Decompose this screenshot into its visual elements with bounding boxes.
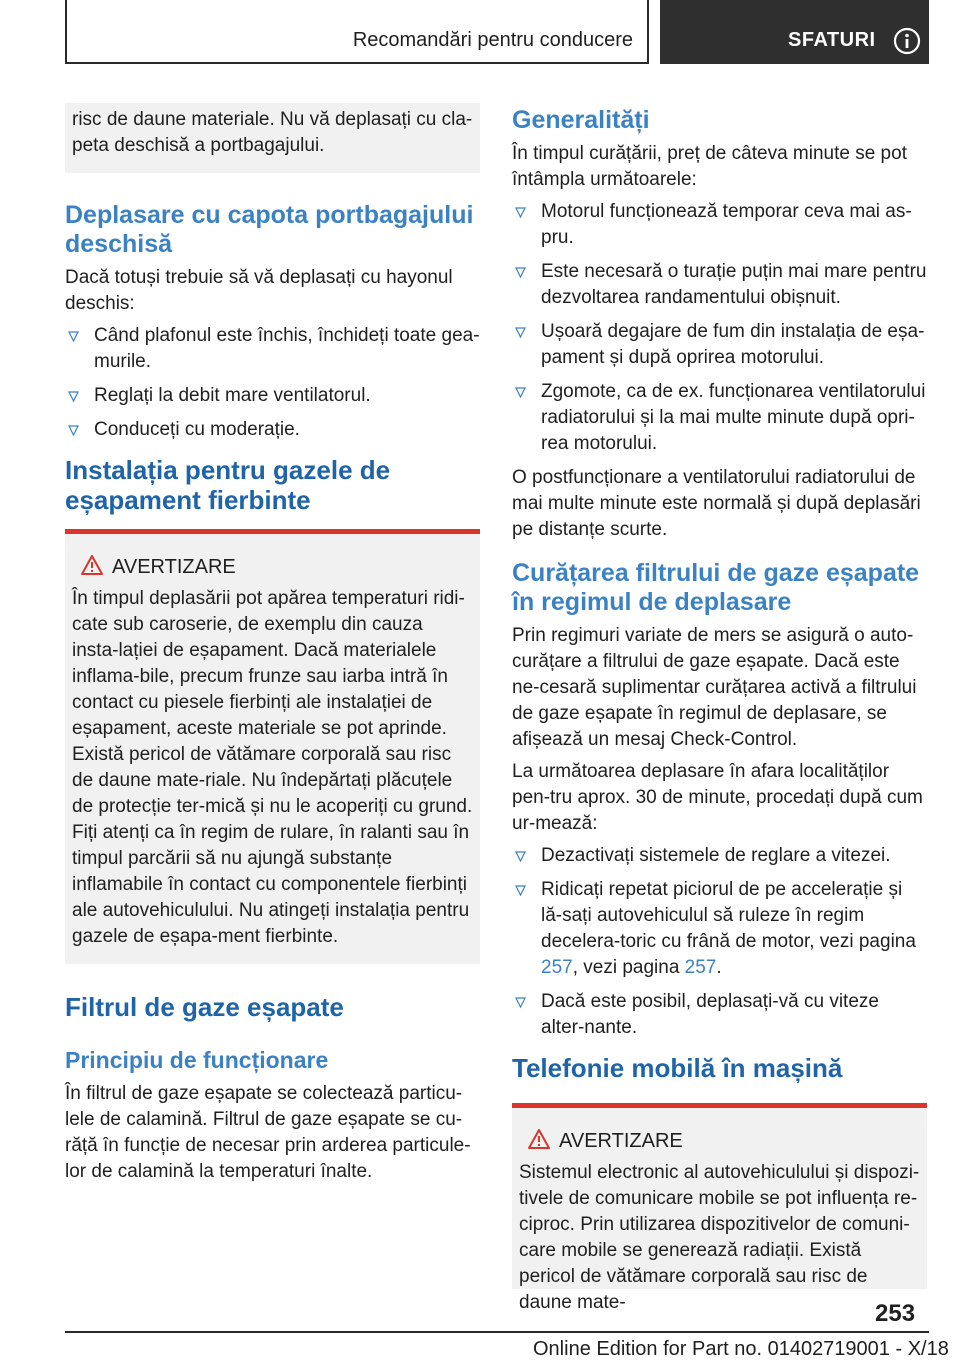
bullet-triangle-icon	[68, 425, 79, 436]
header-chapter-title: SFATURI	[788, 29, 876, 51]
info-icon	[893, 27, 921, 55]
paragraph-principle: În filtrul de gaze eșapate se colectează particu-lele de calamină. Filtrul de gaze eșapate se cu-răță în funcție de necesar prin arderea particule-lor de calamină la temperaturi înalte.	[65, 1083, 471, 1182]
continued-note-box	[65, 103, 480, 173]
page-number: 253	[875, 1300, 916, 1327]
bullet-triangle-icon	[68, 391, 79, 402]
list-item	[512, 379, 927, 457]
header-section-title: Recomandări pentru conducere	[352, 29, 633, 51]
left-column	[65, 103, 480, 1191]
bullet-triangle-icon	[515, 851, 526, 862]
heading-open-trunk: Deplasare cu capota portbagajului deschisă	[65, 201, 474, 258]
warning-title-text: AVERTIZARE	[112, 556, 236, 578]
heading-general: Generalități	[512, 106, 650, 134]
list-item-text: Când plafonul este închis, închideți toate gea-murile.	[94, 325, 480, 372]
list-item	[512, 259, 927, 311]
bullet-triangle-icon	[68, 331, 79, 342]
warning-title	[519, 1128, 920, 1154]
list-item	[512, 843, 927, 869]
list-item	[65, 383, 480, 409]
bullet-triangle-icon	[515, 327, 526, 338]
bullet-triangle-icon	[515, 997, 526, 1008]
header-chapter-box	[660, 0, 929, 64]
paragraph-after-run: O postfuncționare a ventilatorului radiatorului de mai multe minute este normală și după deplasări pe distanțe scurte.	[512, 467, 921, 540]
list-general	[512, 199, 927, 457]
list-item-text: Ridicați repetat piciorul de pe accelerație și lă-sați autovehiculul să ruleze în regim decelera-toric cu frână de motor, vezi pagina	[541, 879, 916, 952]
bullet-triangle-icon	[515, 267, 526, 278]
heading-exhaust: Instalația pentru gazele de eșapament fierbinte	[65, 455, 391, 515]
page-link-257[interactable]: 257	[541, 957, 573, 978]
warning-box-exhaust	[65, 529, 480, 964]
list-cleaning	[512, 843, 927, 1041]
list-item-text: Motorul funcționează temporar ceva mai as-pru.	[541, 201, 912, 248]
heading-principle: Principiu de funcționare	[65, 1047, 329, 1073]
list-item-text: Este necesară o turație puțin mai mare pentru dezvoltarea randamentului obișnuit.	[541, 261, 927, 308]
bullet-triangle-icon	[515, 885, 526, 896]
page-link-257-second[interactable]: 257	[684, 957, 717, 978]
list-item	[512, 319, 927, 371]
bullet-triangle-icon	[515, 387, 526, 398]
footer-divider	[65, 1331, 929, 1333]
list-item	[65, 323, 480, 375]
list-item-text: Conduceți cu moderație.	[94, 419, 300, 440]
list-item-text: Reglați la debit mare ventilatorul.	[94, 385, 371, 406]
list-item	[512, 199, 927, 251]
list-open-trunk	[65, 323, 480, 443]
list-item	[512, 877, 927, 981]
list-item-text: Dezactivați sistemele de reglare a vitezei.	[541, 845, 891, 866]
list-item-text: Ușoară degajare de fum din instalația de eșa-pament și după oprirea motorului.	[541, 321, 925, 368]
header-section-box	[65, 0, 649, 64]
warning-triangle-icon	[527, 1128, 551, 1150]
warning-text: Sistemul electronic al autovehiculului și dispozi-tivele de comunicare mobile se pot influența re-ciproc. Prin utilizarea dispozitivelor de comuni-care mobile se generează radiații. Există pericol de vătămare corporală sau risc de daune mate-	[519, 1162, 920, 1313]
right-column	[512, 103, 927, 1313]
list-item-text: .	[716, 957, 722, 978]
continued-note-text: risc de daune materiale. Nu vă deplasați cu cla-peta deschisă a portbagajului.	[72, 109, 473, 156]
warning-triangle-icon	[80, 554, 104, 576]
list-item-text: Zgomote, ca de ex. funcționarea ventilatorului radiatorului și la mai multe minute după opri-rea motorului.	[541, 381, 926, 454]
bullet-triangle-icon	[515, 207, 526, 218]
paragraph-cleaning-1: Prin regimuri variate de mers se asigură o auto-curățare a filtrului de gaze eșapate. Dacă este ne-cesară suplimentar curățarea activă a filtrului de gaze eșapate în regimul de deplasare, se afișează un mesaj Check-Control.	[512, 625, 917, 750]
warning-title	[72, 554, 473, 580]
warning-box-phone	[512, 1103, 927, 1313]
heading-filter: Filtrul de gaze eșapate	[65, 992, 344, 1022]
footer-edition: Online Edition for Part no. 01402719001 - X/18	[533, 1338, 949, 1360]
list-item-text: , vezi pagina	[572, 957, 685, 978]
heading-phone: Telefonie mobilă în mașină	[512, 1053, 843, 1083]
list-item	[512, 989, 927, 1041]
list-item-text: Dacă este posibil, deplasați-vă cu viteze alter-nante.	[541, 991, 879, 1038]
heading-cleaning: Curățarea filtrului de gaze eșapate în regimul de deplasare	[512, 559, 920, 616]
paragraph-cleaning-2: La următoarea deplasare în afara localităților pen-tru aprox. 30 de minute, procedați după cum ur-mează:	[512, 761, 923, 834]
list-item	[65, 417, 480, 443]
paragraph-general: În timpul curățării, preț de câteva minute se pot întâmpla următoarele:	[512, 143, 907, 190]
warning-title-text: AVERTIZARE	[559, 1130, 683, 1152]
paragraph-open-trunk: Dacă totuși trebuie să vă deplasați cu hayonul deschis:	[65, 267, 453, 314]
warning-text: În timpul deplasării pot apărea temperaturi ridi-cate sub caroserie, de exemplu din cauza insta-lației de eșapament. Dacă materialele inflama-bile, precum frunze sau iarba intră în contact cu piesele fierbinți ale instalației de eșapament, aceste materiale se pot aprinde. Există pericol de vătămare corporală sau risc de daune mate-riale. Nu îndepărtați plăcuțele de protecție ter-mică și nu le acoperiți cu grund. Fiți atenți ca în regim de rulare, în ralanti sau în timpul parcării să nu ajungă substanțe inflamabile în contact cu componentele fierbinți ale autovehiculului. Nu atingeți instalația pentru gazele de eșapa-ment fierbinte.	[72, 588, 473, 947]
